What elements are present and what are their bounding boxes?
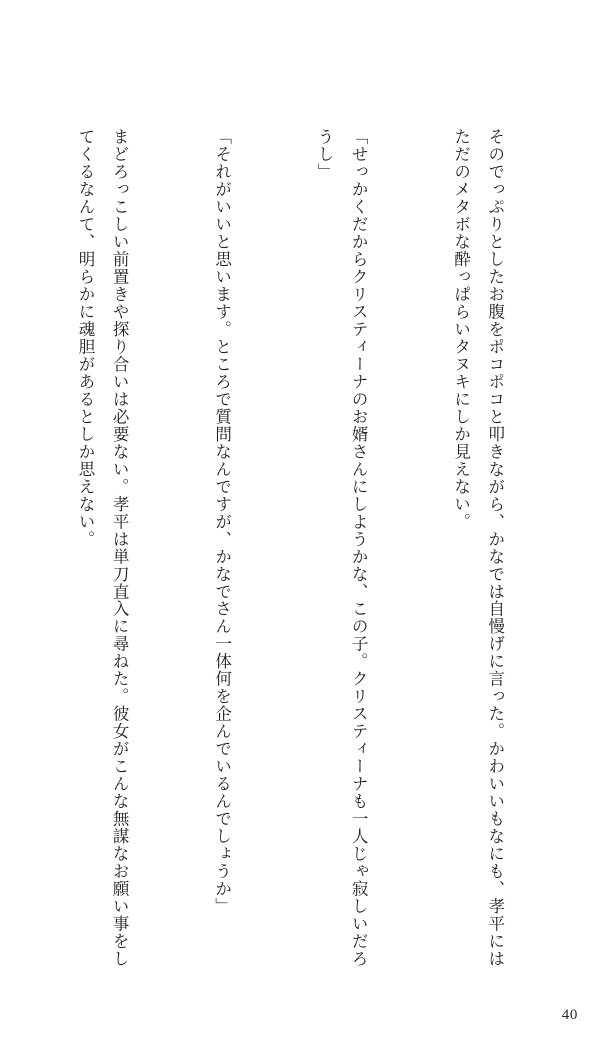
- page-number: 40: [561, 1007, 578, 1023]
- vertical-text-body: [40, 128, 580, 968]
- paragraph-3: 「それがいいと思います。ところで質問なんですが、かなでさん一体何を企んでいるんでしょうか」: [212, 128, 232, 916]
- paragraph-2: 「せっかくだからクリスティーナのお婿さんにしようかな、この子。クリスティーナも一人じゃ寂しいだろうし」: [315, 128, 369, 968]
- paragraph-1: そのでっぷりとしたお腹をポコポコと叩きながら、かなでは自慢げに言った。かわいいもなにも、孝平にはただのメタボな酔っぱらいタヌキにしか見えない。: [451, 128, 505, 968]
- paragraph-4: まどろっこしい前置きや探り合いは必要ない。孝平は単刀直入に尋ねた。彼女がこんな無謀なお願い事をしてくるなんて、明らかに魂胆があるとしか思えない。: [76, 128, 130, 968]
